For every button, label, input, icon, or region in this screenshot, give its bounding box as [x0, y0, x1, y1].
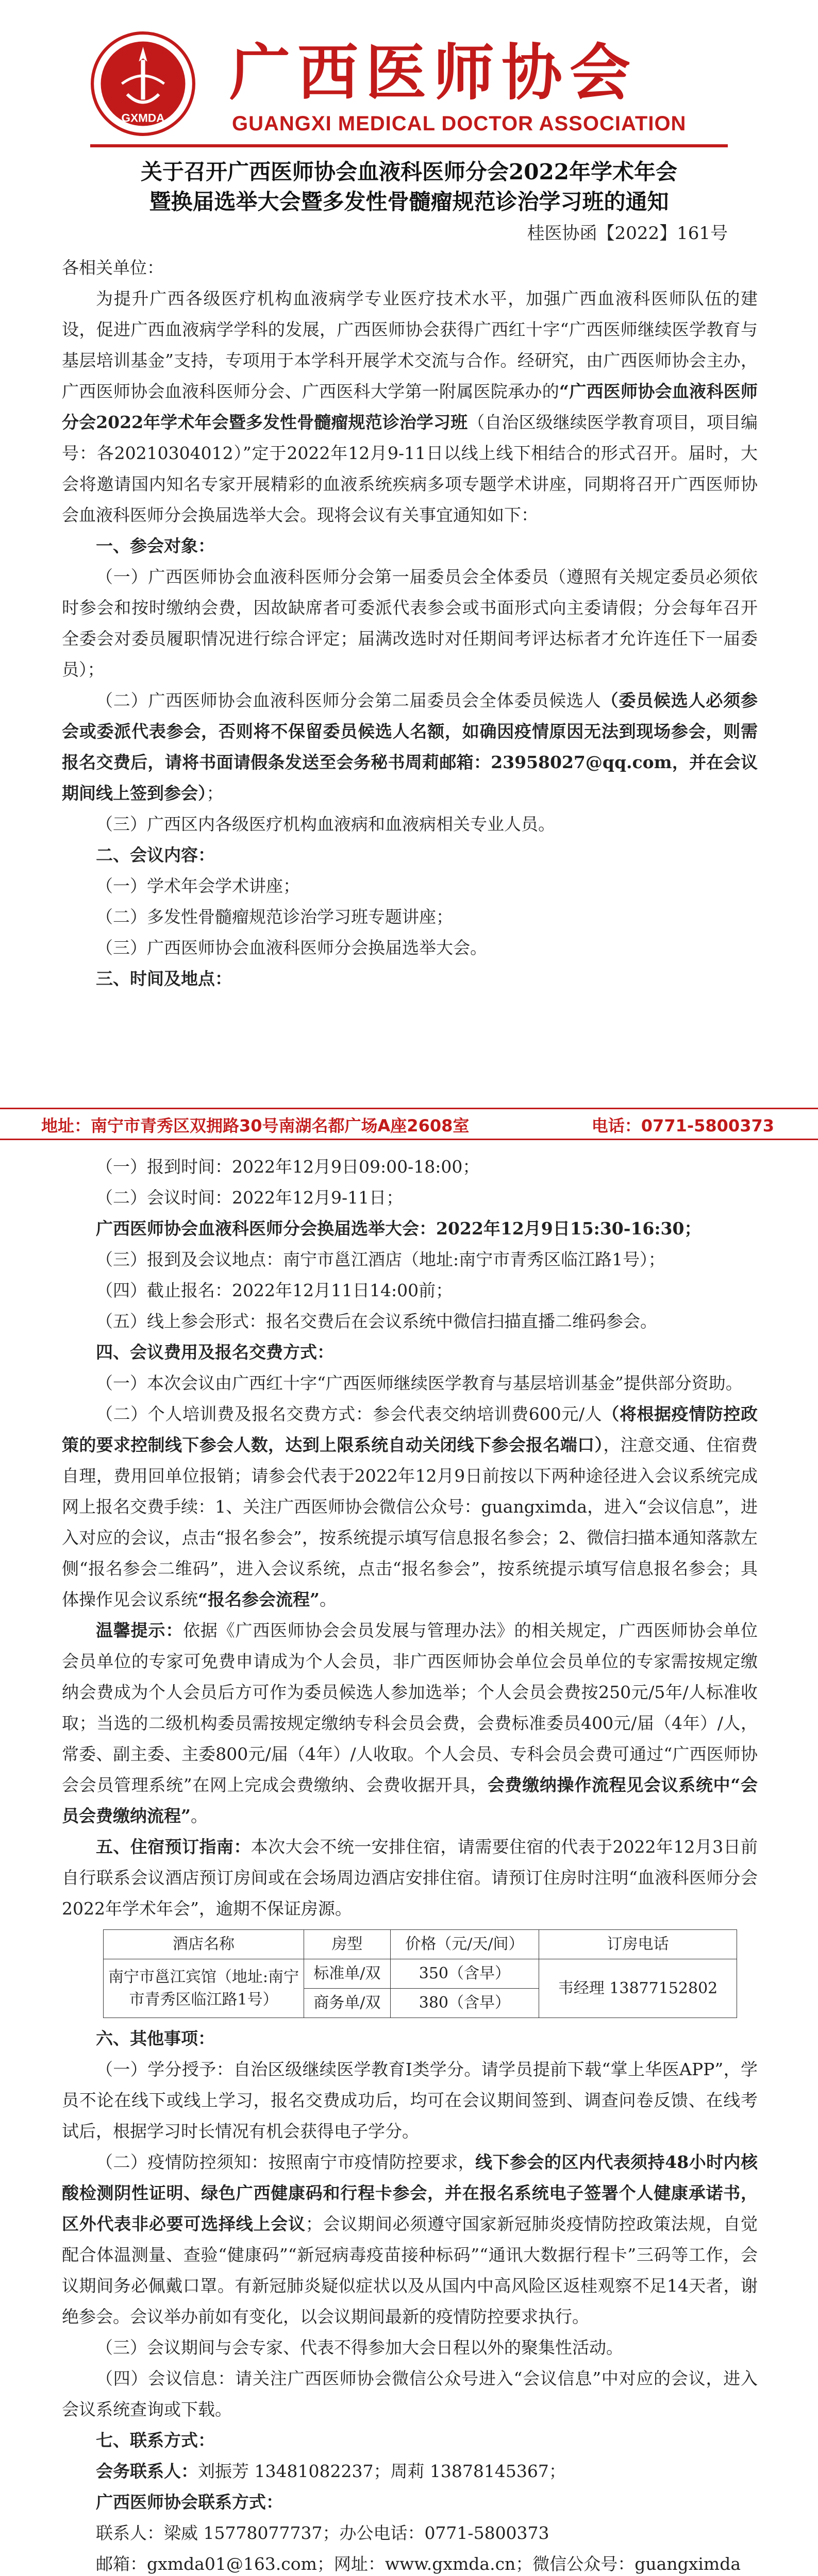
s4-b-bold2: “报名参会流程”: [198, 1589, 320, 1609]
address-bar: [0, 1108, 818, 1141]
body-part-2: [62, 1151, 758, 2576]
address-text: 地址：南宁市青秀区双拥路30号南湖名都广场A座2608室: [41, 1116, 470, 1136]
address-bar-bottom-line: [0, 1139, 818, 1140]
org-name-en: GUANGXI MEDICAL DOCTOR ASSOCIATION: [232, 112, 687, 135]
doc-number: 桂医协函【2022】161号: [527, 223, 728, 244]
s2-item-b: （二）多发性骨髓瘤规范诊治学习班专题讲座；: [96, 907, 453, 927]
room-type: 商务单/双: [304, 1989, 391, 2018]
s7-item-c: 联系人：梁威 15778077737；办公电话：0771-5800373: [96, 2523, 549, 2543]
warm-tip: [62, 1615, 758, 1832]
salutation: 各相关单位：: [62, 258, 164, 278]
section-5-title: 五、住宿预订指南：: [96, 1837, 251, 1857]
s4-b-pre: （二）个人培训费及报名交费方式：参会代表交纳培训费600元/人: [96, 1404, 603, 1424]
section-5-text: 本次大会不统一安排住宿，请需要住宿的代表于2022年12月3日前自行联系会议酒店预订房间或在会场周边酒店安排住宿。请预订住房时注明“血液科医师分会2022年学术年会”，逾期不保证房源。: [62, 1837, 758, 1919]
section-3-title: 三、时间及地点：: [96, 969, 232, 989]
s4-b-post: ，注意交通、住宿费自理，费用回单位报销；请参会代表于2022年12月9日前按以下两种途径进入会议系统完成网上报名交费手续：1、关注广西医师协会微信公众号：guangximda，进入“会议信息”，进入对应的会议，点击“报名参会”，按系统提示填写信息报名参会；2、微信扫描本通知落款左侧“报名参会二维码”，进入会议系统，点击“报名参会”，按系统提示填写信息报名参会；具体操作见会议系统: [62, 1435, 758, 1609]
s2-item-a: （一）学术年会学术讲座；: [96, 876, 300, 896]
section-1-title: 一、参会对象：: [96, 536, 215, 556]
s4-b-end: 。: [319, 1589, 337, 1609]
hotel-name: 南宁市邕江宾馆（地址:南宁市青秀区临江路1号）: [104, 1959, 304, 2018]
s7-item-d: 邮箱：gxmda01@163.com；网址：www.gxmda.cn；微信公众号：guangximda: [96, 2554, 741, 2574]
address-bar-top-line: [0, 1108, 818, 1109]
org-name-cn: 广西医师协会: [229, 37, 638, 108]
s6-b-bold: 线下参会的区内代表须持48小时内核酸检测阴性证明、绿色广西健康码和行程卡参会，并在报名系统电子签署个人健康承诺书，区外代表非必要可选择线上会议: [62, 2152, 758, 2234]
s6-item-c: （三）会议期间与会专家、代表不得参加大会日程以外的聚集性活动。: [96, 2337, 623, 2358]
s3-item-e: （四）截止报名：2022年12月11日14:00前；: [96, 1280, 453, 1300]
section-5: [62, 1832, 758, 1924]
header-divider: [90, 144, 728, 147]
room-price: 350（含早）: [390, 1959, 539, 1989]
doc-title-line1: 关于召开广西医师协会血液科医师分会2022年学术年会: [141, 159, 677, 184]
s7-a-text: 刘振芳 13481082237；周莉 13878145367；: [198, 2461, 566, 2481]
association-logo: [90, 31, 196, 137]
s1-b-pre: （二）广西医师协会血液科医师分会第二届委员会全体委员候选人: [96, 690, 602, 710]
doc-title-line2: 暨换届选举大会暨多发性骨髓瘤规范诊治学习班的通知: [149, 189, 669, 214]
section-6-title: 六、其他事项：: [96, 2028, 215, 2048]
s1-b-end: ；: [206, 783, 224, 803]
hotel-table: [103, 1929, 737, 2018]
s7-item-b: 广西医师协会联系方式：: [96, 2492, 283, 2512]
s6-b-post: ；会议期间必须遵守国家新冠肺炎疫情防控政策法规，自觉配合体温测量、查验“健康码”“新冠病毒疫苗接种标码”“通讯大数据行程卡”三码等工作，会议期间务必佩戴口罩。有新冠肺炎疑似症状以及从国内中高风险区返桂观察不足14天者，谢绝参会。会议举办前如有变化，以会议期间最新的疫情防控要求执行。: [62, 2214, 758, 2327]
warm-tip-label: 温馨提示：: [96, 1620, 183, 1640]
intro-text: 为提升广西各级医疗机构血液病学专业医疗技术水平，加强广西血液科医师队伍的建设，促进广西血液病学学科的发展，广西医师协会获得广西红十字“广西医师继续医学教育与基层培训基金”支持，专项用于本学科开展学术交流与合作。经研究，由广西医师协会主办，广西医师协会血液科医师分会、广西医科大学第一附属医院承办的: [62, 289, 758, 401]
hotel-col-price: 价格（元/天/间）: [390, 1930, 539, 1959]
table-row: [104, 1959, 737, 1989]
s2-item-c: （三）广西医师协会血液科医师分会换届选举大会。: [96, 938, 487, 958]
warm-tip-bold: 会费缴纳操作流程见会议系统中“会员会费缴纳流程”: [62, 1775, 758, 1826]
section-7-title: 七、联系方式：: [96, 2430, 215, 2450]
s4-b-bold: （将根据疫情防控政策的要求控制线下参会人数，达到上限系统自动关闭线下参会报名端口）: [62, 1404, 758, 1455]
logo-text: GXMDA: [121, 111, 165, 125]
s6-b-pre: （二）疫情防控须知：按照南宁市疫情防控要求，: [96, 2152, 476, 2172]
s1-item-a: （一）广西医师协会血液科医师分会第一届委员会全体委员（遵照有关规定委员必须依时参会和按时缴纳会费，因故缺席者可委派代表参会或书面形式向主委请假；分会每年召开全委会对委员履职情况进行综合评定；届满改选时对任期间考评达标者才允许连任下一届委员）；: [62, 567, 758, 680]
section-2-title: 二、会议内容：: [96, 845, 215, 865]
body-part-1: [62, 252, 758, 994]
warm-tip-text: 依据《广西医师协会会员发展与管理办法》的相关规定，广西医师协会单位会员单位的专家可免费申请成为个人会员，非广西医师协会单位会员单位的专家需按规定缴纳会费成为个人会员后方可作为委员候选人参加选举；个人会员会费按250元/5年/人标准收取；当选的二级机构委员需按规定缴纳专科会员会费，会费标准委员400元/届（4年）/人，常委、副主委、主委800元/届（4年）/人收取。个人会员、专科会员会费可通过“广西医师协会会员管理系统”在网上完成会费缴纳、会费收据开具，: [62, 1620, 758, 1795]
s7-a-label: 会务联系人：: [96, 2461, 198, 2481]
s3-item-d: （三）报到及会议地点：南宁市邕江酒店（地址:南宁市青秀区临江路1号）；: [96, 1249, 665, 1269]
warm-tip-end: 。: [190, 1806, 208, 1826]
s3-item-c: 广西医师协会血液科医师分会换届选举大会：2022年12月9日15:30-16:30；: [96, 1218, 702, 1239]
s6-item-d: （四）会议信息：请关注广西医师协会微信公众号进入“会议信息”中对应的会议，进入会议系统查询或下载。: [62, 2368, 758, 2419]
intro-bold: “广西医师协会血液科医师分会2022年学术年会暨多发性骨髓瘤规范诊治学习班: [62, 381, 758, 432]
s4-item-b: [62, 1399, 758, 1615]
s3-item-b: （二）会议时间：2022年12月9-11日；: [96, 1188, 404, 1208]
s1-item-b: [62, 685, 758, 809]
hotel-col-phone: 订房电话: [539, 1930, 737, 1959]
hotel-col-name: 酒店名称: [104, 1930, 304, 1959]
s6-item-b: [62, 2147, 758, 2332]
booking-contact: 韦经理 13877152802: [539, 1959, 737, 2018]
s7-item-a: [62, 2456, 758, 2487]
intro-paragraph: [62, 283, 758, 531]
s1-b-bold: （委员候选人必须参会或委派代表参会，否则将不保留委员候选人名额，如确因疫情原因无法到现场参会，则需报名交费后，请将书面请假条发送至会务秘书周莉邮箱：23958027@qq.com，并在会议期间线上签到参会）: [62, 690, 758, 803]
letterhead: [0, 0, 818, 155]
section-4-title: 四、会议费用及报名交费方式：: [96, 1342, 334, 1362]
hotel-table-header: [104, 1930, 737, 1959]
phone-text: 电话：0771-5800373: [591, 1116, 774, 1136]
intro-tail: （自治区级继续医学教育项目，项目编号：各20210304012）”定于2022年12月9-11日以线上线下相结合的形式召开。届时，大会将邀请国内知名专家开展精彩的血液系统疾病多项专题学术讲座，同期将召开广西医师协会血液科医师分会换届选举大会。现将会议有关事宜通知如下：: [62, 412, 758, 525]
s1-item-c: （三）广西区内各级医疗机构血液病和血液病相关专业人员。: [96, 814, 555, 834]
s6-item-a: （一）学分授予：自治区级继续医学教育Ⅰ类学分。请学员提前下载“掌上华医APP”，学员不论在线下或线上学习，报名交费成功后，均可在会议期间签到、调查问卷反馈、在线考试后，根据学习时长情况有机会获得电子学分。: [62, 2059, 758, 2141]
s3-item-f: （五）线上参会形式：报名交费后在会议系统中微信扫描直播二维码参会。: [96, 1311, 657, 1331]
s3-item-a: （一）报到时间：2022年12月9日09:00-18:00；: [96, 1157, 480, 1177]
s4-item-a: （一）本次会议由广西红十字“广西医师继续医学教育与基层培训基金”提供部分资助。: [96, 1373, 743, 1393]
room-price: 380（含早）: [390, 1989, 539, 2018]
hotel-col-room: 房型: [304, 1930, 391, 1959]
room-type: 标准单/双: [304, 1959, 391, 1989]
